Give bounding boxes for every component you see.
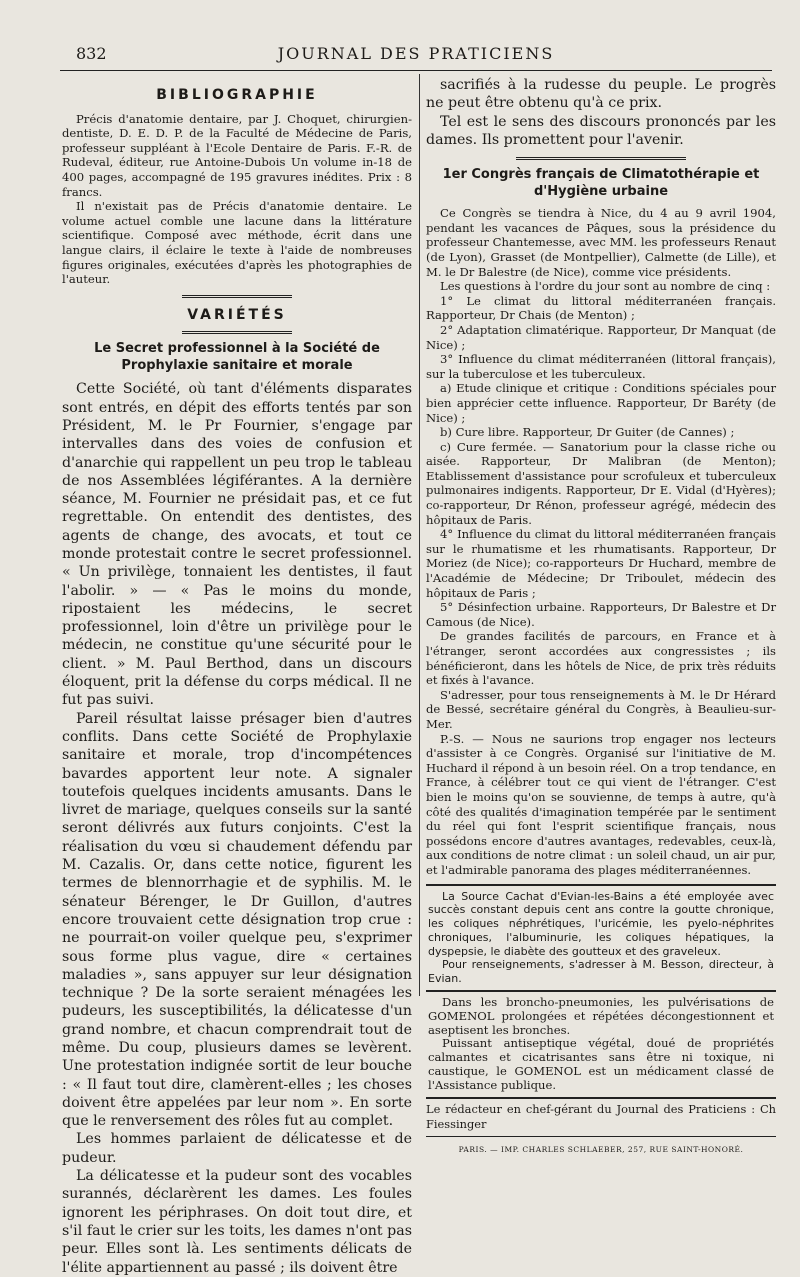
article-paragraph: La délicatesse et la pudeur sont des vocables surannés, déclarèrent les dames. Les foules ignorent les périphrases. On doit tout dire, et s'il faut le crier sur les toits, les dames n'ont pas peur. Elles sont là. Les sentiments délicats de l'élite appartiennent au passé ; ils doivent être bbox=[62, 1168, 412, 1276]
journal-title: JOURNAL DES PRATICIENS bbox=[277, 44, 555, 63]
congress-paragraph: 4° Influence du climat du littoral méditerranéen français sur le rhumatisme et les rhumatisants. Rapporteur, Dr Moriez (de Nice); co-rapporteurs Dr Huchard, membre de l'Académie de Médecine; Dr Triboulet, médecin des hôpitaux de Paris ; bbox=[426, 527, 776, 600]
congress-paragraph: P.-S. — Nous ne saurions trop engager nos lecteurs d'assister à ce Congrès. Organisé sur l'initiative de M. Huchard il répond à un besoin réel. On a trop tendance, en France, à célébrer tout ce qui vient de l'étranger. C'est bien le moins qu'on se souvienne, de temps à autre, qu'à côté des qualités d'imagination tempérée par le sentiment du réel qui font l'esprit scientifique français, nous possédons encore d'autres avantages, redevables, ceux-là, aux conditions de notre climat : un soleil chaud, un air pur, et l'admirable panorama des plages méditerranéennes. bbox=[426, 731, 776, 877]
congress-paragraph: De grandes facilités de parcours, en France et à l'étranger, seront accordées aux congressistes ; ils bénéficieront, dans les hôtels de Nice, de prix très réduits et fixés à l'avance. bbox=[426, 629, 776, 688]
varietes-heading: VARIÉTÉS bbox=[187, 306, 287, 323]
section-separator bbox=[182, 331, 292, 334]
section-separator bbox=[182, 295, 292, 298]
congress-paragraph: b) Cure libre. Rapporteur, Dr Guiter (de Cannes) ; bbox=[440, 425, 735, 440]
article-body bbox=[62, 380, 412, 1277]
right-column bbox=[426, 76, 776, 1157]
evian-notice bbox=[426, 884, 776, 993]
congress-paragraph: 3° Influence du climat méditerranéen (littoral français), sur la tuberculose et les tuberculeux. bbox=[426, 352, 776, 381]
congress-paragraph: Les questions à l'ordre du jour sont au nombre de cinq : bbox=[440, 279, 771, 294]
congress-paragraph: 1° Le climat du littoral méditerranéen français. Rapporteur, Dr Chais (de Menton) ; bbox=[426, 293, 776, 323]
bibliographie-body bbox=[62, 112, 412, 287]
continuation-paragraph: sacrifiés à la rudesse du peuple. Le progrès ne peut être obtenu qu'à ce prix. bbox=[426, 77, 776, 112]
congress-title: 1er Congrès français de Climatothérapie et d'Hygiène urbaine bbox=[442, 167, 760, 200]
gomenol-notice bbox=[426, 992, 776, 1099]
congress-paragraph: 5° Désinfection urbaine. Rapporteurs, Dr Balestre et Dr Camous (de Nice). bbox=[426, 600, 776, 629]
biblio-paragraph: Précis d'anatomie dentaire, par J. Choquet, chirurgien-dentiste, D. E. D. P. de la Faculté de Médecine de Paris, professeur suppléant à l'Ecole Dentaire de Paris. F.-R. de Rudeval, éditeur, rue Antoine-Dubois Un volume in-18 de 400 pages, accompagné de 195 gravures inédites. Prix : 8 francs. bbox=[62, 111, 412, 199]
page-header bbox=[60, 44, 772, 66]
congress-paragraph: Ce Congrès se tiendra à Nice, du 4 au 9 avril 1904, pendant les vacances de Pâques, sous la présidence du professeur Chantemesse, avec MM. les professeurs Renaut (de Lyon), Grasset (de Montpellier), Calmette (de Lille), et M. le Dr Balestre (de Nice), comme vice présidents. bbox=[426, 206, 776, 279]
printer-line: PARIS. — IMP. CHARLES SCHLAEBER, 257, RUE SAINT-HONORÉ. bbox=[458, 1144, 744, 1154]
gomenol-paragraph: Puissant antiseptique végétal, doué de propriétés calmantes et cicatrisantes sans être ni toxique, ni caustique, le GOMENOL est un médicament classé de l'Assistance publique. bbox=[428, 1036, 774, 1092]
notice-paragraph: La Source Cachat d'Evian-les-Bains a été employée avec succès constant depuis cent ans contre la goutte chronique, les coliques néphrétiques, l'uricémie, les pyelo-néphrites chroniques, l'albuminurie, les coliques hépatiques, la dyspepsie, le diabète des goutteux et des graveleux. bbox=[428, 889, 774, 958]
congress-paragraph: c) Cure fermée. — Sanatorium pour la classe riche ou aisée. Rapporteur, Dr Malibran (de Menton); Etablissement d'assistance pour scrofuleux et tuberculeux pulmonaires indigents. Rapporteur, Dr E. Vidal (d'Hyères); co-rapporteur, Dr Rénon, professeur agrégé, médecin des hôpitaux de Paris. bbox=[426, 439, 776, 527]
editor-credit: Le rédacteur en chef-gérant du Journal des Praticiens : Ch Fiessinger bbox=[426, 1099, 776, 1137]
congress-body bbox=[426, 206, 776, 877]
congress-paragraph: a) Etude clinique et critique : Conditions spéciales pour bien apprécier cette influence. Rapporteur, Dr Baréty (de Nice) ; bbox=[426, 381, 776, 425]
article-paragraph: Pareil résultat laisse présager bien d'autres conflits. Dans cette Société de Prophylaxie sanitaire et morale, trop d'incompétences bavardes apportent leur note. A signaler toutefois quelques incidents amusants. Dans le livret de mariage, quelques conseils sur la santé seront délivrés aux futurs conjoints. C'est la réalisation du vœu si chaudement défendu par M. Cazalis. Or, dans cette notice, figurent les termes de blennorrhagie et de syphilis. M. le sénateur Bérenger, le Dr Guillon, d'autres encore trouvaient cette désignation trop crue : ne pourrait-on voiler quelque peu, s'exprimer sous forme plus vague, dire « certaines maladies », sans appuyer sur leur désignation technique ? De la sorte seraient ménagées les pudeurs, les susceptibilités, la délicatesse d'un grand nombre, et chacun comprendrait tout de même. Du coup, plusieurs dames se levèrent. Une protestation indignée sortit de leur bouche : « Il faut tout dire, clamèrent-elles ; les choses doivent être appelées par leur nom ». En sorte que le renversement des rôles fut au complet. bbox=[62, 710, 412, 1130]
article-continuation bbox=[426, 76, 776, 149]
congress-paragraph: 2° Adaptation climatérique. Rapporteur, Dr Manquat (de Nice) ; bbox=[426, 322, 776, 352]
header-rule bbox=[60, 70, 772, 71]
gomenol-paragraph: Dans les broncho-pneumonies, les pulvérisations de GOMENOL prolongées et répétées décongestionnent et aseptisent les bronches. bbox=[428, 995, 774, 1037]
bibliographie-heading: BIBLIOGRAPHIE bbox=[156, 87, 318, 103]
congress-paragraph: S'adresser, pour tous renseignements à M. le Dr Hérard de Bessé, secrétaire général du Congrès, à Beaulieu-sur-Mer. bbox=[426, 687, 776, 731]
article-title: Le Secret professionnel à la Société de Prophylaxie sanitaire et morale bbox=[94, 341, 380, 374]
section-separator bbox=[516, 157, 686, 160]
left-column bbox=[62, 76, 412, 1277]
page-number: 832 bbox=[76, 44, 107, 63]
article-paragraph: Les hommes parlaient de délicatesse et de pudeur. bbox=[62, 1131, 412, 1166]
notice-paragraph: Pour renseignements, s'adresser à M. Besson, directeur, à Evian. bbox=[428, 958, 774, 986]
column-divider bbox=[419, 74, 420, 996]
continuation-paragraph: Tel est le sens des discours prononcés par les dames. Ils promettent pour l'avenir. bbox=[426, 113, 776, 148]
article-paragraph: Cette Société, où tant d'éléments disparates sont entrés, en dépit des efforts tentés par son Président, M. le Pr Fournier, s'engage par intervalles dans des voies de confusion et d'anarchie qui rappellent un peu trop le tableau de nos Assemblées légiférantes. A la dernière séance, M. Fournier ne présidait pas, et ce fut regrettable. On entendit des dentistes, des agents de change, des avocats, et tout ce monde protestait contre le secret professionnel. « Un privilège, tonnaient les dentistes, il faut l'abolir. » — « Pas le moins du monde, ripostaient les médecins, le secret professionnel, loin d'être un privilège pour le médecin, ne constitue qu'une sécurité pour le client. » M. Paul Berthod, dans un discours éloquent, prit la défense du corps médical. Il ne fut pas suivi. bbox=[62, 381, 412, 709]
biblio-paragraph: Il n'existait pas de Précis d'anatomie dentaire. Le volume actuel comble une lacune dans la littérature scientifique. Composé avec méthode, écrit dans une langue clairs, il éclaire le texte à l'aide de nombreuses figures originales, exécutées d'après les photographies de l'auteur. bbox=[62, 199, 412, 287]
